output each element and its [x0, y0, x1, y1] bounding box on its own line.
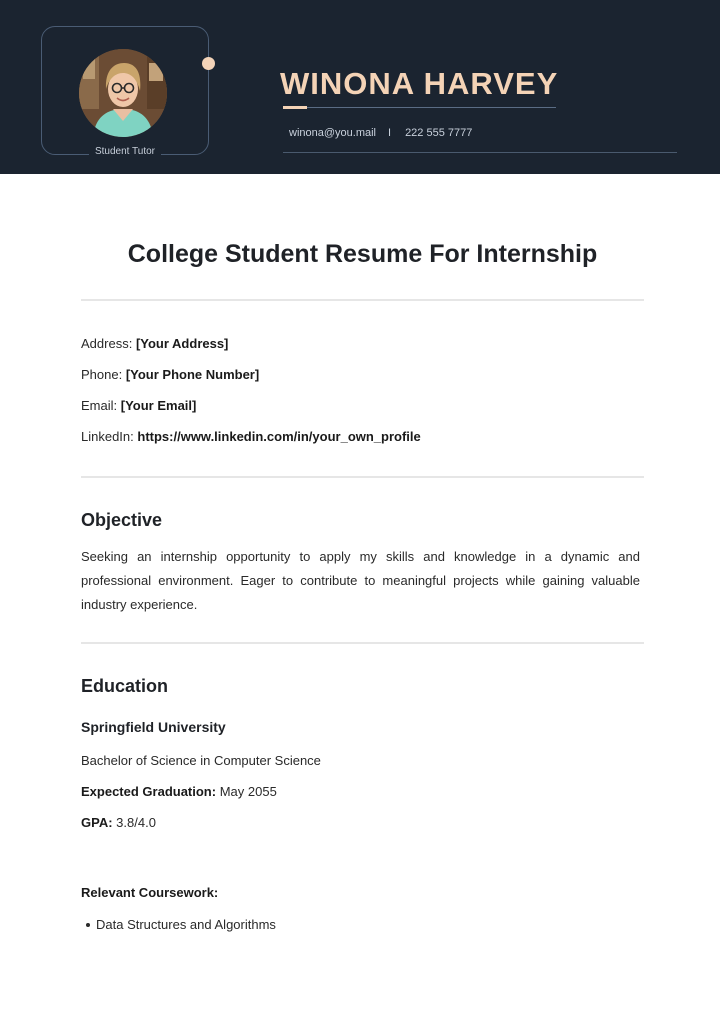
linkedin-line — [81, 429, 421, 444]
graduation-label: Expected Graduation: — [81, 784, 217, 799]
contact-separator: I — [388, 127, 392, 139]
linkedin-label: LinkedIn: — [81, 429, 134, 444]
objective-text: Seeking an internship opportunity to apply my skills and knowledge in a dynamic and professional environment. Eager to contribute to meaningful projects while gaining valuable industry experience. — [81, 549, 640, 612]
name-underline-accent — [283, 106, 307, 109]
degree-line: Bachelor of Science in Computer Science — [81, 753, 321, 768]
list-item — [86, 917, 276, 932]
header-contact-row — [289, 127, 472, 139]
address-value: [Your Address] — [135, 336, 229, 351]
phone-value: [Your Phone Number] — [125, 367, 260, 382]
divider — [81, 476, 644, 478]
objective-heading: Objective — [81, 510, 163, 530]
role-label: Student Tutor — [41, 146, 209, 157]
graduation-value: May 2055 — [219, 784, 277, 799]
gpa-value: 3.8/4.0 — [116, 815, 156, 830]
email-line — [81, 398, 196, 413]
education-heading: Education — [81, 676, 169, 696]
avatar — [79, 49, 167, 137]
graduation-line — [81, 784, 277, 799]
header-banner — [0, 0, 720, 174]
divider — [81, 642, 644, 644]
avatar-photo-icon — [79, 49, 167, 137]
school-name: Springfield University — [81, 719, 226, 735]
phone-label: Phone: — [81, 367, 123, 382]
header-email: winona@you.mail — [289, 127, 376, 139]
address-label: Address: — [81, 336, 133, 351]
coursework-item: Data Structures and Algorithms — [96, 917, 276, 932]
document-title: College Student Resume For Internship — [127, 240, 598, 268]
divider — [81, 299, 644, 301]
name-underline — [307, 107, 556, 108]
gpa-line — [81, 815, 156, 830]
frame-accent-dot — [202, 57, 215, 70]
address-line — [81, 336, 228, 351]
header-phone: 222 555 7777 — [405, 127, 473, 139]
email-label: Email: — [81, 398, 118, 413]
coursework-heading: Relevant Coursework: — [81, 885, 219, 900]
bullet-icon — [86, 923, 90, 927]
phone-line — [81, 367, 259, 382]
candidate-name: WINONA HARVEY — [280, 66, 559, 101]
gpa-label: GPA: — [81, 815, 113, 830]
email-value: [Your Email] — [120, 398, 197, 413]
linkedin-link[interactable]: https://www.linkedin.com/in/your_own_profile — [137, 429, 421, 444]
header-divider — [283, 152, 677, 153]
